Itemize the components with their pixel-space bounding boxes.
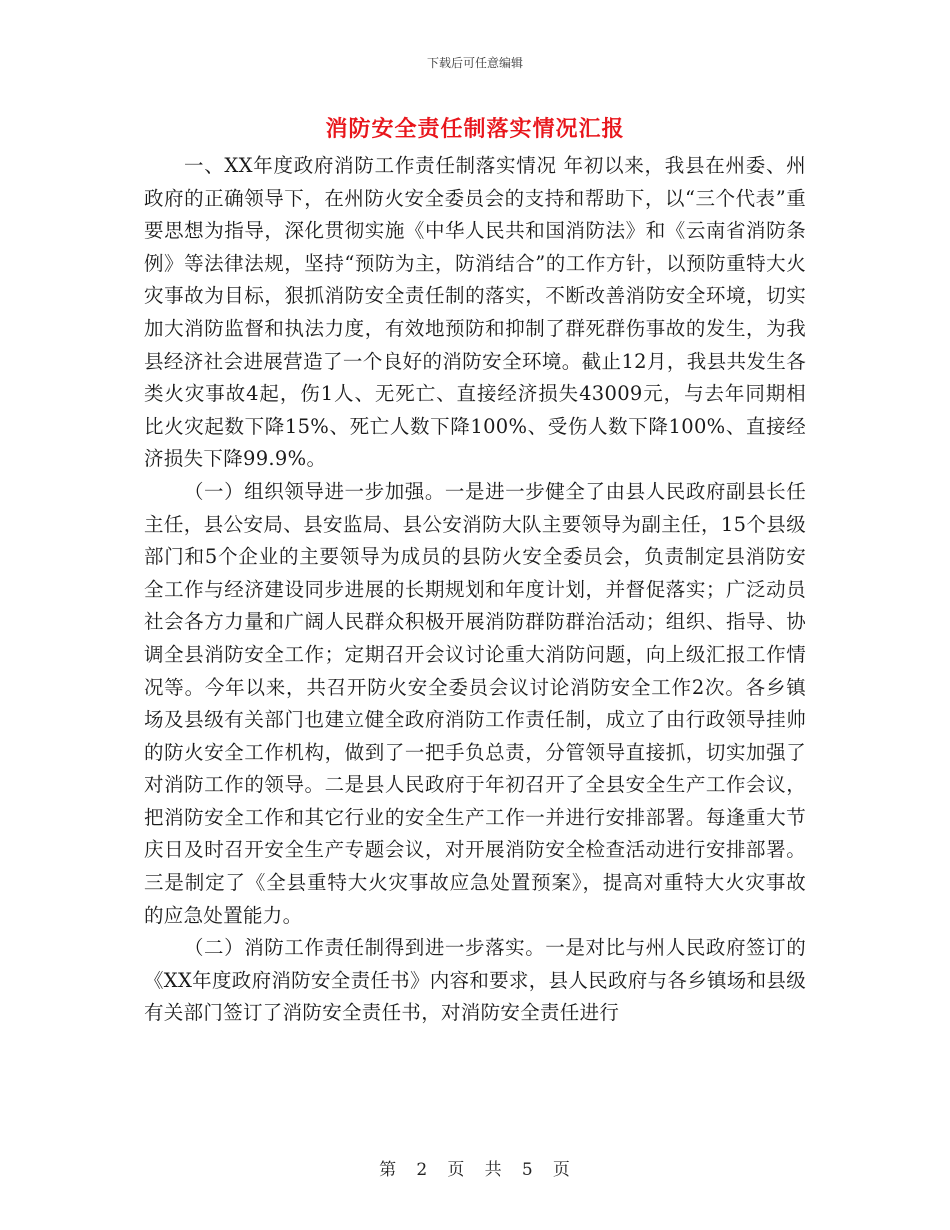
footer-total-pages: 5 xyxy=(521,1160,534,1180)
paragraph-3: （二）消防工作责任制得到进一步落实。一是对比与州人民政府签订的《XX年度政府消防安全责任书》内容和要求，县人民政府与各乡镇场和县级有关部门签订了消防安全责任书，对消防安全责任进行 xyxy=(144,936,806,1025)
footer-suffix: 页 xyxy=(552,1160,571,1180)
header-note: 下载后可任意编辑 xyxy=(426,56,523,70)
document-body xyxy=(144,150,806,1030)
paragraph-2: （一）组织领导进一步加强。一是进一步健全了由县人民政府副县长任主任，县公安局、县安监局、县公安消防大队主要领导为副主任，15个县级部门和5个企业的主要领导为成员的县防火安全委员会，负责制定县消防安全工作与经济建设同步进展的长期规划和年度计划，并督促落实；广泛动员社会各方力量和广阔人民群众积极开展消防群防群治活动；组织、指导、协调全县消防安全工作；定期召开会议讨论重大消防问题，向上级汇报工作情况等。今年以来，共召开防火安全委员会议讨论消防安全工作2次。各乡镇场及县级有关部门也建立健全政府消防工作责任制，成立了由行政领导挂帅的防火安全工作机构，做到了一把手负总责，分管领导直接抓，切实加强了对消防工作的领导。二是县人民政府于年初召开了全县安全生产工作会议，把消防安全工作和其它行业的安全生产工作一并进行安排部署。每逢重大节庆日及时召开安全生产专题会议，对开展消防安全检查活动进行安排部署。三是制定了《全县重特大火灾事故应急处置预案》，提高对重特大火灾事故的应急处置能力。 xyxy=(144,479,806,927)
document-title: 消防安全责任制落实情况汇报 xyxy=(325,116,625,142)
paragraph-1: 一、XX年度政府消防工作责任制落实情况 年初以来，我县在州委、州政府的正确领导下，在州防火安全委员会的支持和帮助下，以“三个代表”重要思想为指导，深化贯彻实施《中华人民共和国消防法》和《云南省消防条例》等法律法规，坚持“预防为主，防消结合”的工作方针，以预防重特大火灾事故为目标，狠抓消防安全责任制的落实，不断改善消防安全环境，切实加大消防监督和执法力度，有效地预防和抑制了群死群伤事故的发生，为我县经济社会进展营造了一个良好的消防安全环境。截止12月，我县共发生各类火灾事故4起，伤1人、无死亡、直接经济损失43009元，与去年同期相比火灾起数下降15%、死亡人数下降100%、受伤人数下降100%、直接经济损失下降99.9%。 xyxy=(144,154,806,471)
footer-prefix: 第 xyxy=(379,1160,398,1180)
footer-current-page: 2 xyxy=(416,1160,429,1180)
page-footer xyxy=(0,1155,950,1180)
footer-middle-1: 页 xyxy=(447,1160,466,1180)
footer-middle-2: 共 xyxy=(484,1160,503,1180)
